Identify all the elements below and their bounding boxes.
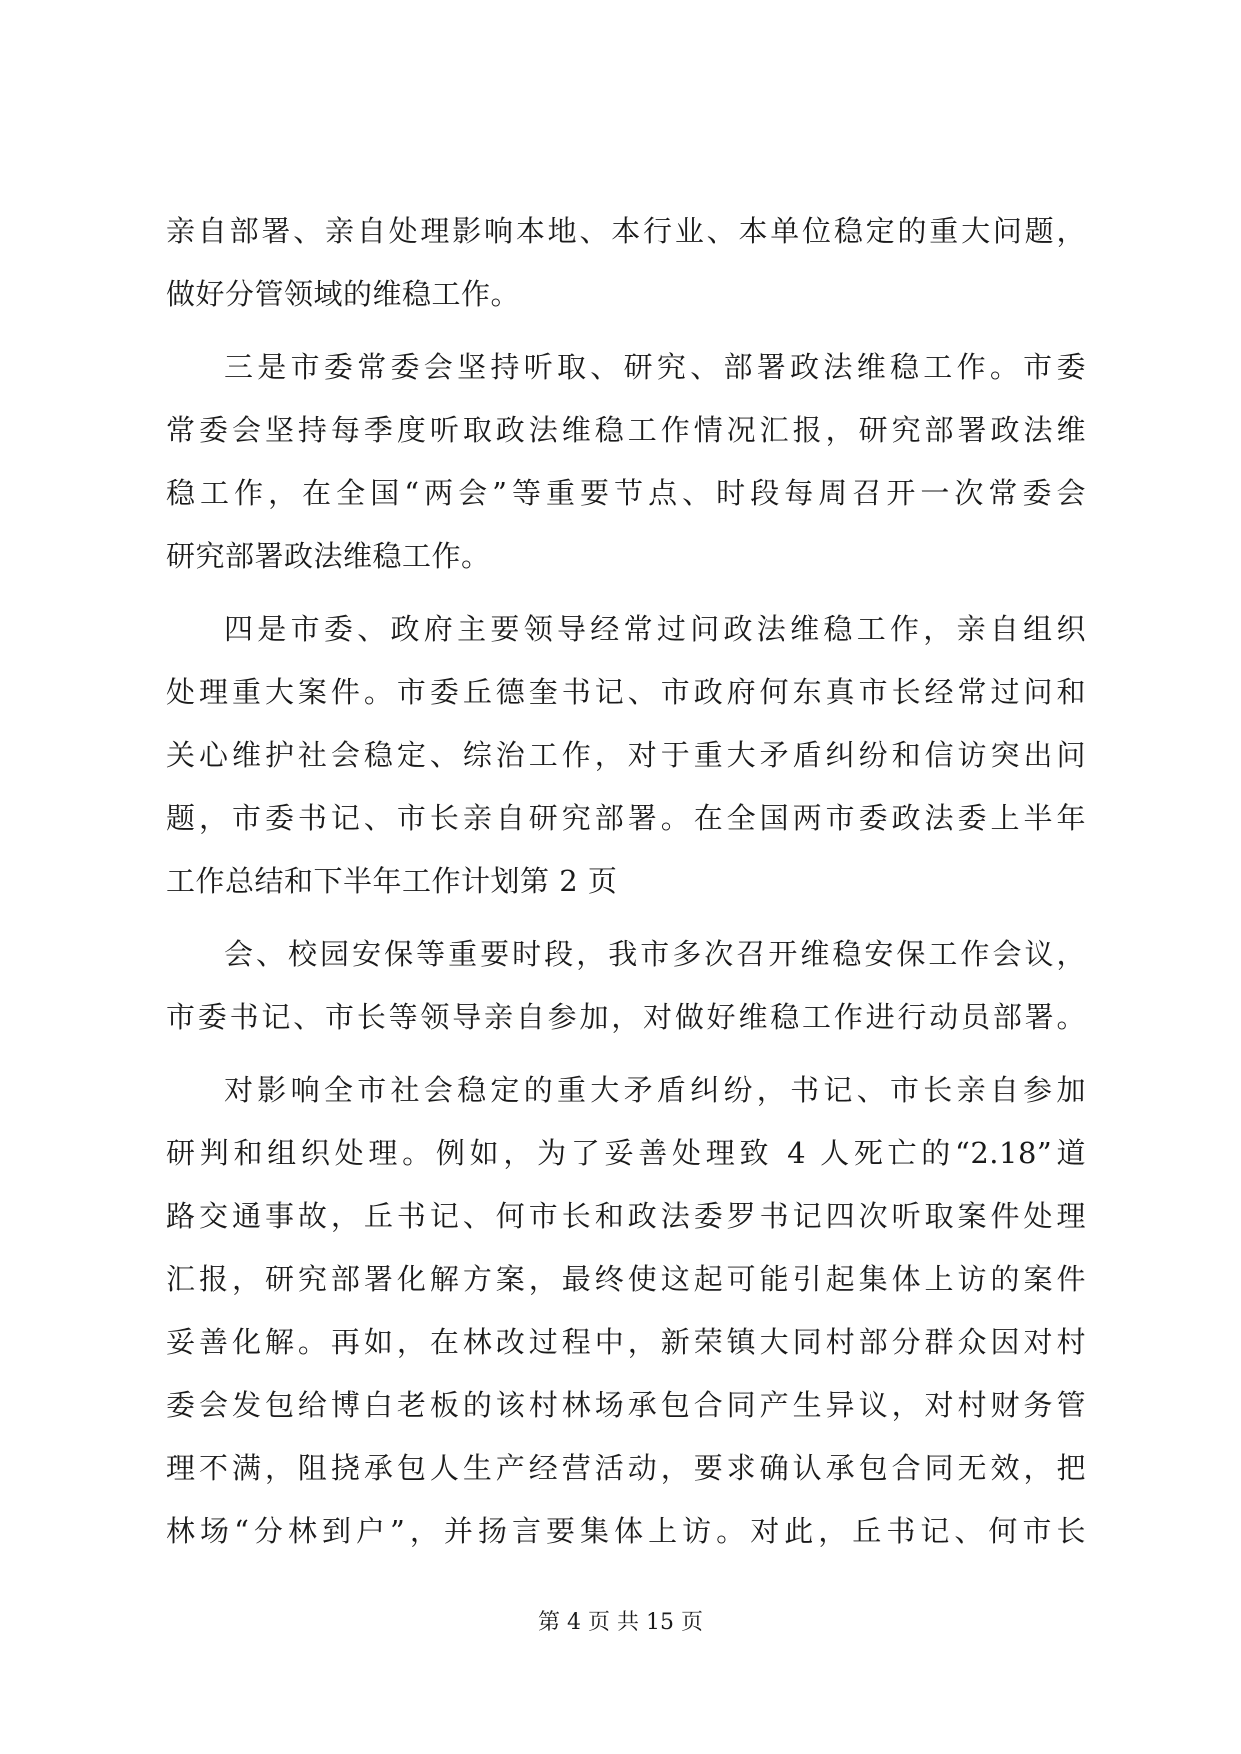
paragraph-2-line-4: 研究部署政法维稳工作。 xyxy=(166,539,491,573)
paragraph-5-line-2: 研判和组织处理。例如，为了妥善处理致 4 人死亡的“2.18”道 xyxy=(166,1136,1086,1170)
paragraph-5-line-1: 对影响全市社会稳定的重大矛盾纠纷，书记、市长亲自参加 xyxy=(224,1073,1086,1107)
paragraph-5-line-4: 汇报，研究部署化解方案，最终使这起可能引起集体上访的案件 xyxy=(166,1262,1086,1296)
paragraph-3-line-4: 题，市委书记、市长亲自研究部署。在全国两市委政法委上半年 xyxy=(166,801,1086,835)
paragraph-1-line-2: 做好分管领域的维稳工作。 xyxy=(166,277,521,311)
paragraph-5-line-3: 路交通事故，丘书记、何市长和政法委罗书记四次听取案件处理 xyxy=(166,1199,1086,1233)
paragraph-2-line-2: 常委会坚持每季度听取政法维稳工作情况汇报，研究部署政法维 xyxy=(166,413,1086,447)
paragraph-3-line-2: 处理重大案件。市委丘德奎书记、市政府何东真市长经常过问和 xyxy=(166,675,1086,709)
paragraph-2-line-3: 稳工作，在全国“两会”等重要节点、时段每周召开一次常委会 xyxy=(166,476,1086,510)
paragraph-3-line-3: 关心维护社会稳定、综治工作，对于重大矛盾纠纷和信访突出问 xyxy=(166,738,1086,772)
paragraph-5-line-8: 林场“分林到户”，并扬言要集体上访。对此，丘书记、何市长 xyxy=(166,1514,1086,1548)
paragraph-3-line-1: 四是市委、政府主要领导经常过问政法维稳工作，亲自组织 xyxy=(224,612,1086,646)
document-body xyxy=(166,200,1086,1563)
paragraph-1-line-1: 亲自部署、亲自处理影响本地、本行业、本单位稳定的重大问题， xyxy=(166,214,1086,248)
paragraph-4-line-2: 市委书记、市长等领导亲自参加，对做好维稳工作进行动员部署。 xyxy=(166,1000,1086,1034)
page-number-footer: 第 4 页 共 15 页 xyxy=(538,1610,703,1635)
paragraph-5-line-5: 妥善化解。再如，在林改过程中，新荣镇大同村部分群众因对村 xyxy=(166,1325,1086,1359)
paragraph-5-line-7: 理不满，阻挠承包人生产经营活动，要求确认承包合同无效，把 xyxy=(166,1451,1086,1485)
paragraph-5-line-6: 委会发包给博白老板的该村林场承包合同产生异议，对村财务管 xyxy=(166,1388,1086,1422)
paragraph-3-line-5: 工作总结和下半年工作计划第 2 页 xyxy=(166,864,618,898)
paragraph-4-line-1: 会、校园安保等重要时段，我市多次召开维稳安保工作会议， xyxy=(224,937,1086,971)
paragraph-2-line-1: 三是市委常委会坚持听取、研究、部署政法维稳工作。市委 xyxy=(224,350,1086,384)
